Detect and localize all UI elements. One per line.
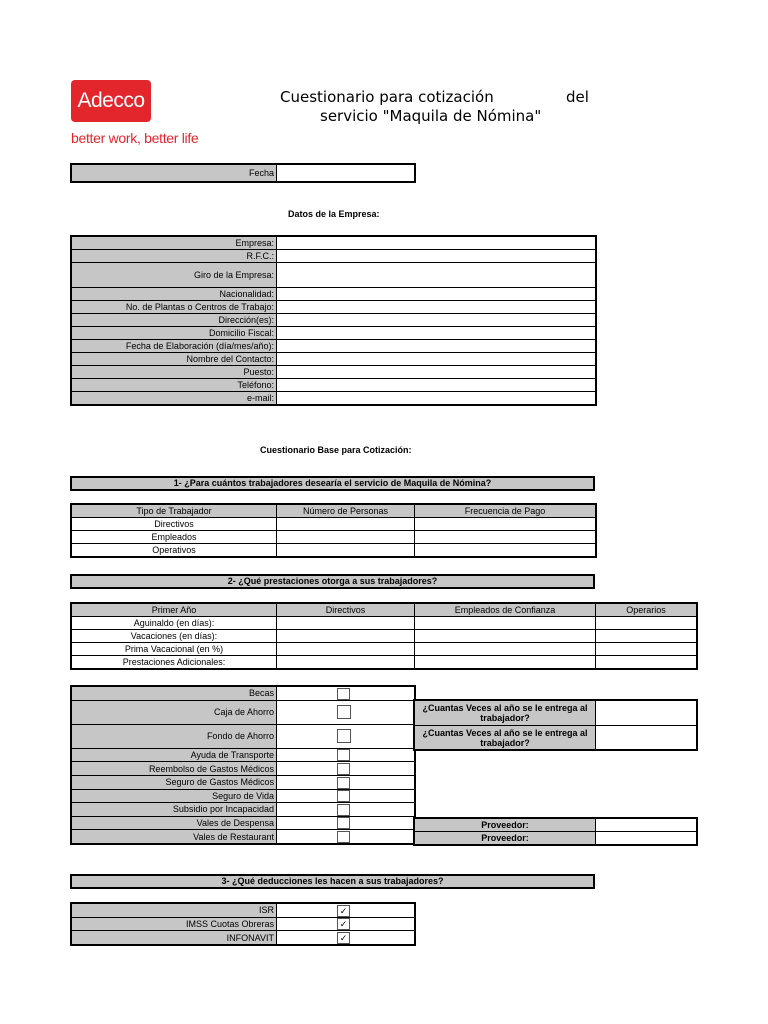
deducciones-table bbox=[71, 903, 415, 945]
benefit-seguro-vida-checkbox[interactable] bbox=[337, 790, 350, 802]
rfc-label: R.F.C.: bbox=[72, 250, 277, 263]
q2-cell[interactable] bbox=[596, 643, 697, 656]
adecco-logo bbox=[71, 80, 151, 122]
q1-header-numero: Número de Personas bbox=[277, 505, 415, 518]
document-title-del: del bbox=[566, 88, 589, 106]
deduccion-isr-checkbox[interactable]: ✓ bbox=[337, 905, 350, 917]
q2-cell[interactable] bbox=[415, 630, 596, 643]
benefit-becas-checkbox[interactable] bbox=[337, 688, 350, 700]
q2-row-aguinaldo: Aguinaldo (en días): bbox=[72, 617, 277, 630]
nacionalidad-label: Nacionalidad: bbox=[72, 288, 277, 301]
caja-frequency-field[interactable] bbox=[596, 701, 697, 726]
q2-cell[interactable] bbox=[415, 643, 596, 656]
q1-numero-field[interactable] bbox=[277, 531, 415, 544]
email-label: e-mail: bbox=[72, 392, 277, 405]
q2-header-primer-ano: Primer Año bbox=[72, 604, 277, 617]
deduccion-imss-checkbox[interactable]: ✓ bbox=[337, 918, 350, 930]
direccion-field[interactable] bbox=[277, 314, 596, 327]
nacionalidad-field[interactable] bbox=[277, 288, 596, 301]
giro-label: Giro de la Empresa: bbox=[72, 263, 277, 288]
benefit-subsidio-label: Subsidio por Incapacidad bbox=[72, 803, 277, 817]
benefit-fondo-label: Fondo de Ahorro bbox=[72, 724, 277, 748]
question-3-bar: 3- ¿Qué deducciones les hacen a sus trabajadores? bbox=[70, 874, 595, 889]
fecha-label: Fecha bbox=[72, 165, 277, 182]
logo-tagline: better work, better life bbox=[71, 130, 199, 146]
benefit-gastos-medicos-label: Seguro de Gastos Médicos bbox=[72, 775, 277, 789]
q2-header-directivos: Directivos bbox=[277, 604, 415, 617]
q2-row-prima-vacacional: Prima Vacacional (en %) bbox=[72, 643, 277, 656]
empresa-table bbox=[71, 236, 596, 405]
fecha-field[interactable] bbox=[277, 165, 415, 182]
benefit-caja-checkbox[interactable] bbox=[337, 705, 351, 719]
benefit-vales-despensa-checkbox[interactable] bbox=[337, 817, 350, 829]
fecha-elaboracion-label: Fecha de Elaboración (día/mes/año): bbox=[72, 340, 277, 353]
deduccion-isr-label: ISR bbox=[72, 904, 277, 918]
q2-cell[interactable] bbox=[277, 656, 415, 669]
fecha-elaboracion-field[interactable] bbox=[277, 340, 596, 353]
logo-brand-text: Adecco bbox=[77, 89, 145, 112]
q1-row-operativos: Operativos bbox=[72, 544, 277, 557]
benefit-gastos-medicos-checkbox[interactable] bbox=[337, 777, 350, 789]
q1-row-empleados: Empleados bbox=[72, 531, 277, 544]
telefono-field[interactable] bbox=[277, 379, 596, 392]
q2-cell[interactable] bbox=[596, 630, 697, 643]
question-2-bar: 2- ¿Qué prestaciones otorga a sus trabajadores? bbox=[70, 574, 595, 589]
puesto-field[interactable] bbox=[277, 366, 596, 379]
benefit-vales-restaurant-checkbox[interactable] bbox=[337, 831, 350, 843]
ahorro-frequency-table bbox=[414, 700, 697, 750]
deduccion-imss-label: IMSS Cuotas Obreras bbox=[72, 917, 277, 931]
email-field[interactable] bbox=[277, 392, 596, 405]
deduccion-infonavit-checkbox[interactable]: ✓ bbox=[337, 932, 350, 944]
q2-cell[interactable] bbox=[277, 630, 415, 643]
caja-frequency-label: ¿Cuantas Veces al año se le entrega al trabajador? bbox=[415, 701, 596, 726]
giro-field[interactable] bbox=[277, 263, 596, 288]
benefit-vales-restaurant-label: Vales de Restaurant bbox=[72, 830, 277, 844]
direccion-label: Dirección(es): bbox=[72, 314, 277, 327]
plantas-label: No. de Plantas o Centros de Trabajo: bbox=[72, 301, 277, 314]
q2-table bbox=[71, 603, 697, 669]
q1-header-frecuencia: Frecuencia de Pago bbox=[415, 505, 596, 518]
q2-cell[interactable] bbox=[277, 617, 415, 630]
plantas-field[interactable] bbox=[277, 301, 596, 314]
fondo-frequency-field[interactable] bbox=[596, 726, 697, 750]
benefit-reembolso-label: Reembolso de Gastos Médicos bbox=[72, 762, 277, 776]
benefit-vales-despensa-label: Vales de Despensa bbox=[72, 816, 277, 830]
proveedor-table bbox=[414, 818, 697, 845]
q2-cell[interactable] bbox=[596, 656, 697, 669]
q1-frecuencia-field[interactable] bbox=[415, 544, 596, 557]
deduccion-infonavit-label: INFONAVIT bbox=[72, 931, 277, 945]
document-title-line1: Cuestionario para cotización bbox=[280, 88, 494, 106]
fondo-frequency-label: ¿Cuantas Veces al año se le entrega al trabajador? bbox=[415, 726, 596, 750]
benefit-seguro-vida-label: Seguro de Vida bbox=[72, 789, 277, 803]
telefono-label: Teléfono: bbox=[72, 379, 277, 392]
domicilio-field[interactable] bbox=[277, 327, 596, 340]
q1-numero-field[interactable] bbox=[277, 518, 415, 531]
proveedor-restaurant-field[interactable] bbox=[596, 832, 697, 845]
q1-table bbox=[71, 504, 596, 557]
proveedor-despensa-field[interactable] bbox=[596, 819, 697, 832]
q2-cell[interactable] bbox=[596, 617, 697, 630]
rfc-field[interactable] bbox=[277, 250, 596, 263]
question-1-bar: 1- ¿Para cuántos trabajadores desearía el servicio de Maquila de Nómina? bbox=[70, 476, 595, 491]
q1-frecuencia-field[interactable] bbox=[415, 531, 596, 544]
benefit-becas-label: Becas bbox=[72, 687, 277, 701]
benefit-transporte-checkbox[interactable] bbox=[337, 749, 350, 761]
benefit-caja-label: Caja de Ahorro bbox=[72, 700, 277, 724]
benefits-table bbox=[71, 686, 415, 844]
q1-header-tipo: Tipo de Trabajador bbox=[72, 505, 277, 518]
benefit-reembolso-checkbox[interactable] bbox=[337, 763, 350, 775]
contacto-label: Nombre del Contacto: bbox=[72, 353, 277, 366]
empresa-field[interactable] bbox=[277, 237, 596, 250]
empresa-heading: Datos de la Empresa: bbox=[288, 209, 380, 219]
empresa-label: Empresa: bbox=[72, 237, 277, 250]
benefit-transporte-label: Ayuda de Transporte bbox=[72, 748, 277, 762]
proveedor-despensa-label: Proveedor: bbox=[415, 819, 596, 832]
q1-numero-field[interactable] bbox=[277, 544, 415, 557]
q2-cell[interactable] bbox=[277, 643, 415, 656]
domicilio-label: Domicilio Fiscal: bbox=[72, 327, 277, 340]
q2-header-empleados-confianza: Empleados de Confianza bbox=[415, 604, 596, 617]
proveedor-restaurant-label: Proveedor: bbox=[415, 832, 596, 845]
q2-row-prestaciones-adicionales: Prestaciones Adicionales: bbox=[72, 656, 277, 669]
q2-cell[interactable] bbox=[415, 617, 596, 630]
cuestionario-heading: Cuestionario Base para Cotización: bbox=[260, 445, 412, 455]
document-title-line2: servicio "Maquila de Nómina" bbox=[320, 107, 542, 125]
q2-row-vacaciones: Vacaciones (en días): bbox=[72, 630, 277, 643]
puesto-label: Puesto: bbox=[72, 366, 277, 379]
q1-frecuencia-field[interactable] bbox=[415, 518, 596, 531]
q1-row-directivos: Directivos bbox=[72, 518, 277, 531]
q2-cell[interactable] bbox=[415, 656, 596, 669]
benefit-subsidio-checkbox[interactable] bbox=[337, 804, 350, 816]
fecha-table bbox=[71, 164, 415, 182]
contacto-field[interactable] bbox=[277, 353, 596, 366]
q2-header-operarios: Operarios bbox=[596, 604, 697, 617]
benefit-fondo-checkbox[interactable] bbox=[337, 729, 351, 743]
